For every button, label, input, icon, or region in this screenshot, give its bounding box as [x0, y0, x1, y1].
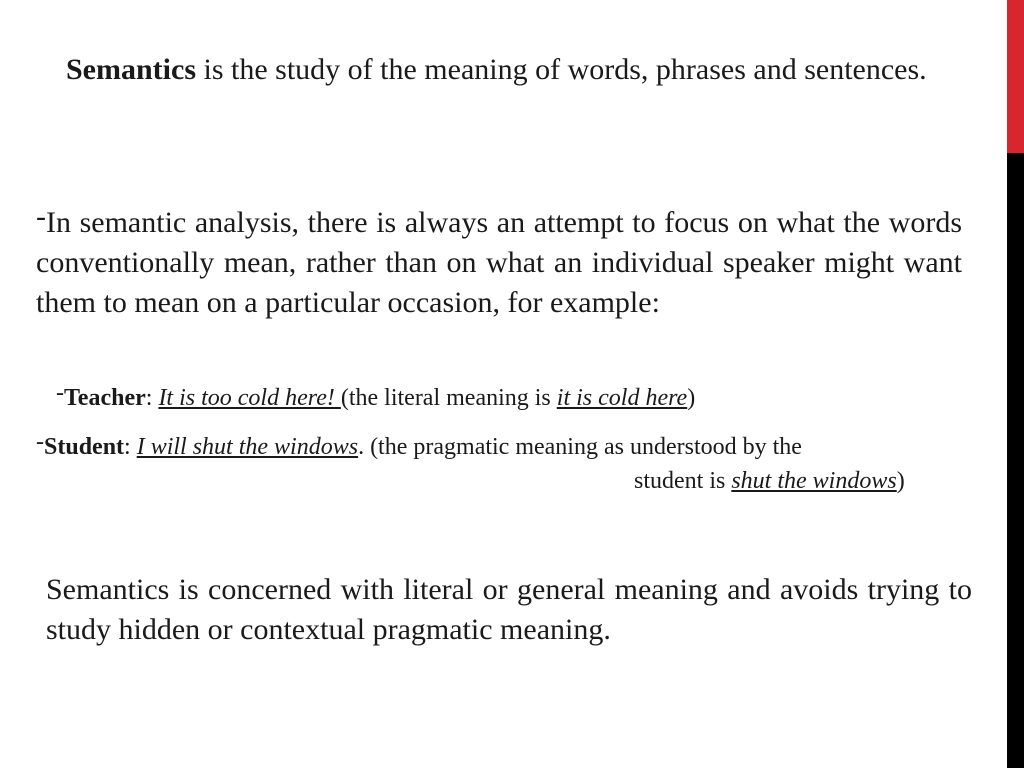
speaker-teacher: Teacher [64, 385, 146, 411]
definition-paragraph [36, 50, 992, 90]
conclusion-text: Semantics is concerned with literal or general meaning and avoids trying to study hidden or contextual pragmatic meaning. [46, 573, 972, 646]
literal-meaning: it is cold here [556, 385, 688, 411]
teacher-utterance: It is too cold here! [158, 385, 341, 411]
paren-open: . (the pragmatic meaning as understood by the [358, 434, 802, 460]
pragmatic-meaning: shut the windows [731, 468, 897, 494]
student-utterance: I will shut the windows [136, 434, 359, 460]
side-bar-accent [1007, 0, 1024, 153]
separator: : [124, 434, 137, 460]
analysis-text: In semantic analysis, there is always an attempt to focus on what the words conventionally mean, rather than on what an individual speaker might want them to mean on a particular occasion, for example: [36, 206, 962, 319]
student-example [36, 430, 802, 464]
paren-close: ) [687, 385, 696, 411]
definition-text: is the study of the meaning of words, phrases and sentences. [196, 53, 927, 86]
teacher-example [56, 381, 695, 415]
term-semantics: Semantics [66, 53, 196, 86]
bullet-dash: - [36, 200, 46, 233]
side-bar [1007, 0, 1024, 768]
speaker-student: Student [44, 434, 125, 460]
separator: : [145, 385, 159, 411]
paren-open: (the literal meaning is [340, 385, 557, 411]
analysis-paragraph [36, 200, 962, 323]
conclusion-paragraph [36, 570, 972, 650]
student-example-continuation [634, 464, 905, 498]
bullet-dash: - [56, 380, 64, 406]
continuation-text: student is [634, 468, 732, 494]
paren-close: ) [896, 468, 905, 494]
bullet-dash: - [36, 429, 44, 455]
